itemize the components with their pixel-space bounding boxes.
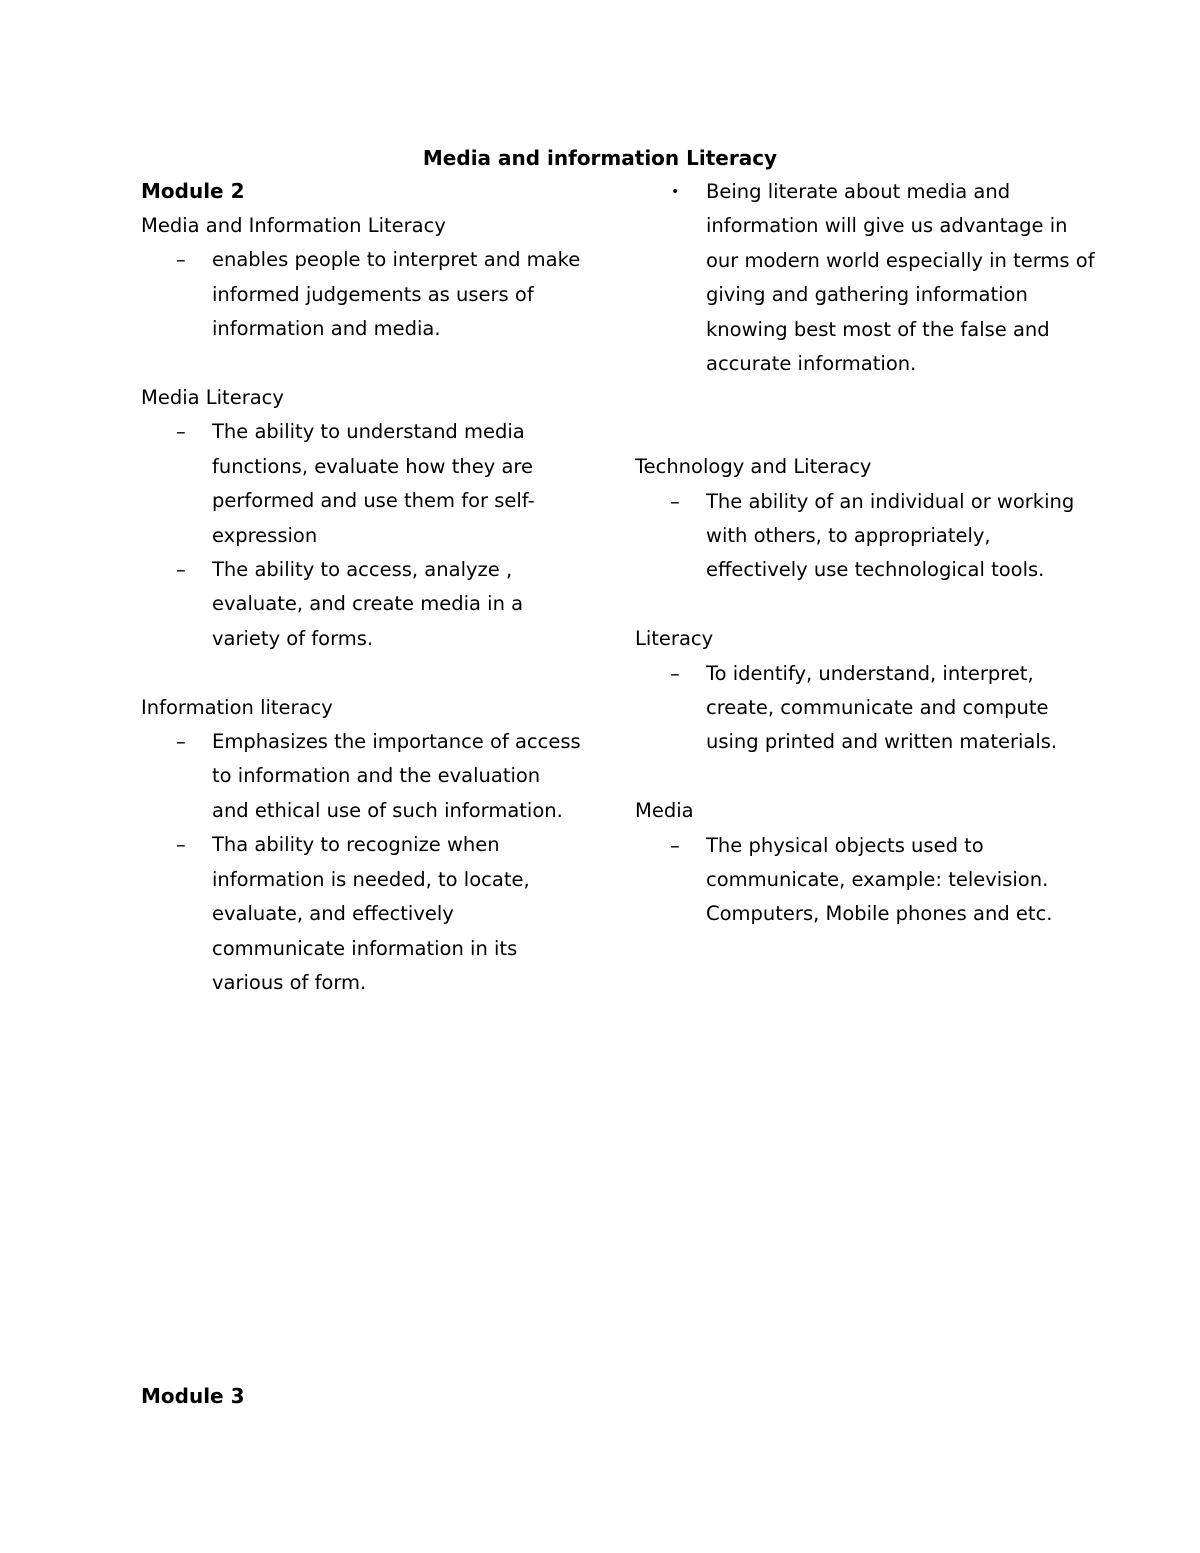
section-heading-technology-literacy: Technology and Literacy xyxy=(635,455,872,479)
section-heading-media-literacy: Media Literacy xyxy=(141,386,284,410)
list-item-text: The ability of an individual or working with others, to appropriately, effectively use technological tools. xyxy=(706,489,1075,582)
list-item-text: enables people to interpret and make informed judgements as users of information and media. xyxy=(212,248,581,341)
dash-marker: – xyxy=(176,420,186,444)
list-item-text: The physical objects used to communicate, example: television. Computers, Mobile phones and etc. xyxy=(706,833,1053,926)
list-item-text: The ability to access, analyze , evaluate, and create media in a variety of forms. xyxy=(212,558,524,650)
list-item xyxy=(635,829,1095,932)
bullet-marker: • xyxy=(671,184,680,200)
section-heading-mil: Media and Information Literacy xyxy=(141,214,446,237)
dash-marker: – xyxy=(670,661,680,685)
list-item-text: The ability to understand media functions, evaluate how they are performed and use them for self-expression xyxy=(212,420,535,547)
list-item-text: Emphasizes the importance of access to information and the evaluation and ethical use of such information. xyxy=(212,730,581,822)
left-column xyxy=(141,209,581,1000)
dash-marker: – xyxy=(176,558,186,582)
dash-marker: – xyxy=(176,730,186,754)
media-literacy-list xyxy=(141,415,581,656)
module-2-heading: Module 2 xyxy=(141,179,245,203)
bullet-item-text: Being literate about media and information will give us advantage in our modern world especially in terms of giving and gathering information knowing best most of the false and accurate information. xyxy=(706,180,1095,376)
information-literacy-list xyxy=(141,725,581,1000)
list-item xyxy=(635,485,1095,588)
list-item xyxy=(141,553,581,656)
literacy-list xyxy=(635,657,1095,760)
bullet-item xyxy=(635,175,1095,381)
list-item-text: Tha ability to recognize when information is needed, to locate, evaluate, and effectively communicate information in its various of form. xyxy=(212,833,530,994)
dash-marker: – xyxy=(176,833,186,857)
list-item xyxy=(141,725,581,828)
dash-marker: – xyxy=(176,248,186,272)
list-item xyxy=(141,243,581,346)
dash-marker: – xyxy=(670,489,680,513)
section-heading-information-literacy: Information literacy xyxy=(141,695,333,719)
section-heading-media: Media xyxy=(635,799,694,823)
list-item xyxy=(141,415,581,553)
list-item xyxy=(635,657,1095,760)
mil-list xyxy=(141,243,581,346)
section-heading-literacy: Literacy xyxy=(635,627,714,651)
right-column xyxy=(635,175,1095,932)
dash-marker: – xyxy=(670,833,680,857)
list-item xyxy=(141,828,581,1000)
list-item-text: To identify, understand, interpret, create, communicate and compute using printed and written materials. xyxy=(706,661,1058,754)
bullet-list xyxy=(635,175,1095,381)
media-list xyxy=(635,829,1095,932)
module-3-heading: Module 3 xyxy=(141,1384,245,1408)
page-title: Media and information Literacy xyxy=(422,146,778,170)
technology-literacy-list xyxy=(635,485,1095,588)
